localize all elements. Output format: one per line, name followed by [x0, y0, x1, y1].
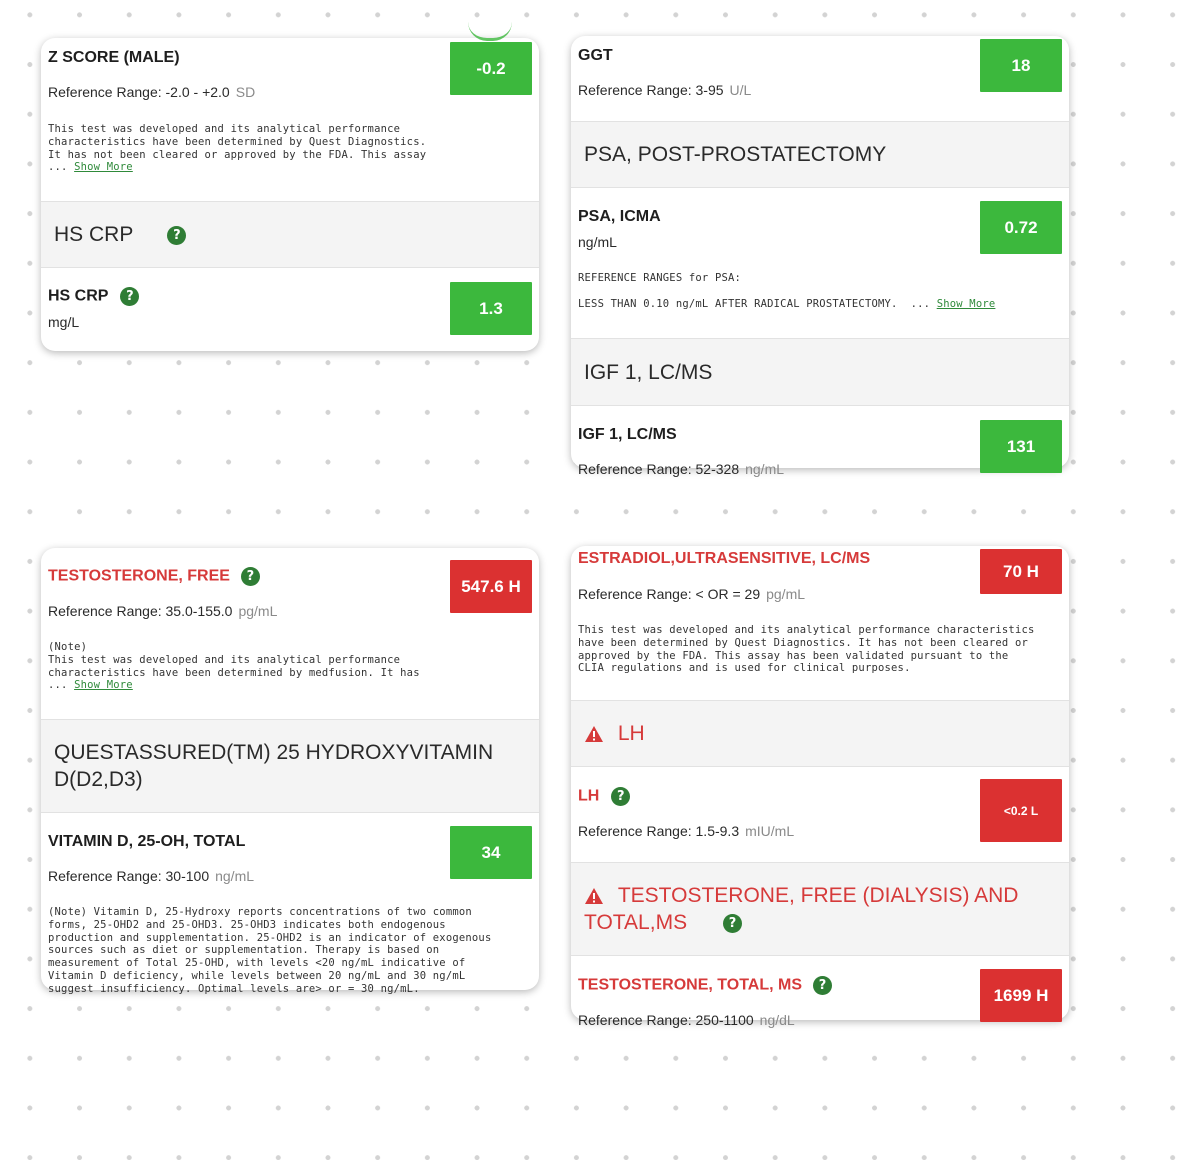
- section-title-text: LH: [617, 722, 645, 745]
- result-note-heading: REFERENCE RANGES for PSA:: [578, 272, 742, 284]
- results-card-d: [571, 546, 1069, 1028]
- result-value-badge: 70 H: [980, 549, 1062, 594]
- section-header-lh: [571, 701, 1069, 767]
- help-icon[interactable]: ?: [120, 287, 139, 306]
- section-header-hs-crp: [41, 202, 539, 268]
- test-name: [48, 287, 139, 306]
- test-name: ESTRADIOL,ULTRASENSITIVE, LC/MS: [578, 550, 871, 567]
- section-title: [54, 739, 493, 793]
- result-value-badge: 18: [980, 39, 1062, 92]
- result-value-badge: 547.6 H: [450, 560, 532, 613]
- result-value-badge: 0.72: [980, 201, 1062, 254]
- warning-icon: [584, 887, 604, 905]
- result-note: [48, 123, 509, 174]
- result-row-z-score[interactable]: [41, 38, 539, 202]
- result-value-badge: 1.3: [450, 282, 532, 335]
- reference-range-label: Reference Range: 35.0-155.0: [48, 603, 233, 619]
- reference-unit: pg/mL: [766, 586, 806, 602]
- section-header-vitamin-d: [41, 720, 539, 813]
- reference-range-label: Reference Range: < OR = 29: [578, 586, 761, 602]
- result-row-testosterone-free[interactable]: [41, 548, 539, 720]
- result-note: [48, 641, 509, 692]
- reference-range: [578, 461, 784, 477]
- reference-unit: U/L: [729, 82, 752, 98]
- show-more-link[interactable]: Show More: [74, 161, 133, 174]
- test-name: PSA, ICMA: [578, 208, 661, 225]
- result-value-badge: 34: [450, 826, 532, 879]
- test-name: [48, 567, 260, 586]
- result-note: This test was developed and its analytical performance characteristics have been determined by Quest Diagnostics. It has not been cleared or approved by the FDA. This assay has been validated pursuant to the CLIA regulations and is used for clinical purposes.: [578, 624, 1035, 675]
- result-row-psa[interactable]: [571, 188, 1069, 339]
- reference-range: [578, 586, 805, 602]
- reference-unit: ng/dL: [759, 1012, 795, 1028]
- test-name: [578, 976, 832, 995]
- result-unit: ng/mL: [578, 234, 617, 250]
- section-title-text-2: TOTAL,MS: [584, 911, 688, 934]
- test-name-text: TESTOSTERONE, FREE: [48, 567, 230, 585]
- show-more-link[interactable]: Show More: [74, 679, 133, 692]
- result-row-igf[interactable]: [571, 406, 1069, 477]
- section-title-text: HS CRP: [54, 223, 134, 246]
- result-row-hs-crp[interactable]: [41, 268, 539, 352]
- results-card-c: [41, 548, 539, 995]
- result-row-testosterone-total[interactable]: [571, 956, 1069, 1028]
- test-name: GGT: [578, 47, 613, 64]
- reference-range-label: Reference Range: 3-95: [578, 82, 724, 98]
- reference-range-label: Reference Range: 30-100: [48, 868, 210, 884]
- show-more-link[interactable]: Show More: [936, 298, 996, 310]
- test-name: VITAMIN D, 25-OH, TOTAL: [48, 833, 246, 850]
- test-name-text: HS CRP: [48, 287, 109, 305]
- results-card-b: [571, 36, 1069, 477]
- section-header-testosterone: [571, 863, 1069, 956]
- reference-range-label: Reference Range: -2.0 - +2.0: [48, 84, 230, 100]
- help-icon[interactable]: ?: [167, 226, 186, 245]
- reference-range: [578, 82, 751, 98]
- result-row-estradiol[interactable]: [571, 546, 1069, 701]
- result-row-ggt[interactable]: [571, 36, 1069, 122]
- test-name: IGF 1, LC/MS: [578, 426, 677, 443]
- result-value-badge: -0.2: [450, 42, 532, 95]
- section-title-line-2: D(D2,D3): [54, 768, 143, 791]
- note-text: (Note) This test was developed and its analytical performance characteristics have been determined by medfusion. It has ...: [48, 641, 420, 692]
- result-value-badge: 1699 H: [980, 969, 1062, 1022]
- test-name-text: LH: [578, 787, 600, 805]
- result-value-badge: 131: [980, 420, 1062, 473]
- note-text: This test was developed and its analytical performance characteristics have been determined by Quest Diagnostics. It has not been cleared or approved by the FDA. This assay ...: [48, 123, 427, 174]
- section-header-psa: [571, 122, 1069, 188]
- test-name-text: TESTOSTERONE, TOTAL, MS: [578, 976, 803, 994]
- help-icon[interactable]: ?: [813, 976, 832, 995]
- test-name: [578, 787, 630, 806]
- results-card-a: [41, 38, 539, 351]
- note-text: LESS THAN 0.10 ng/mL AFTER RADICAL PROSTATECTOMY. ...: [578, 298, 937, 310]
- result-note: [578, 298, 1039, 311]
- section-title: PSA, POST-PROSTATECTOMY: [584, 143, 887, 166]
- section-title-line-1: [584, 882, 1018, 909]
- reference-unit: pg/mL: [238, 603, 278, 619]
- reference-unit: ng/mL: [745, 461, 785, 477]
- section-title: [54, 221, 186, 248]
- result-value-badge: <0.2 L: [980, 779, 1062, 842]
- help-icon[interactable]: ?: [611, 787, 630, 806]
- help-icon[interactable]: ?: [241, 567, 260, 586]
- reference-unit: ng/mL: [215, 868, 255, 884]
- reference-range: [48, 84, 255, 100]
- reference-range: [578, 1012, 795, 1028]
- reference-range: [48, 603, 277, 619]
- section-title-line-1: QUESTASSURED(TM) 25 HYDROXYVITAMIN: [54, 741, 494, 764]
- result-note: (Note) Vitamin D, 25-Hydroxy reports concentrations of two common forms, 25-OHD2 and 25-OHD3. 25-OHD3 indicates both endogenous production and supplementation. 25-OHD2 is an indicator of exogenous sources such as diet or supplementation. Therapy is based on measurement of Total 25-OHD, with levels <20 ng/mL indicative of Vitamin D deficiency, while levels between 20 ng/mL and 30 ng/mL suggest insufficiency. Optimal levels are> or = 30 ng/mL.: [48, 906, 492, 995]
- reference-unit: mIU/mL: [745, 823, 795, 839]
- test-name: Z SCORE (MALE): [48, 49, 180, 66]
- reference-range-label: Reference Range: 1.5-9.3: [578, 823, 740, 839]
- reference-range: [578, 823, 794, 839]
- reference-range-label: Reference Range: 52-328: [578, 461, 740, 477]
- section-header-igf: [571, 339, 1069, 406]
- result-row-vitamin-d[interactable]: [41, 813, 539, 995]
- result-unit: mg/L: [48, 314, 80, 330]
- reference-range: [48, 868, 254, 884]
- result-row-lh[interactable]: [571, 767, 1069, 863]
- section-title-text: TESTOSTERONE, FREE (DIALYSIS) AND: [617, 884, 1019, 907]
- section-title: [584, 882, 1018, 936]
- reference-unit: SD: [235, 84, 256, 100]
- section-title: IGF 1, LC/MS: [584, 361, 713, 384]
- reference-range-label: Reference Range: 250-1100: [578, 1012, 754, 1028]
- section-title: [584, 720, 645, 747]
- warning-icon: [584, 725, 604, 743]
- section-title-line-2: [584, 909, 1018, 936]
- help-icon[interactable]: ?: [723, 914, 742, 933]
